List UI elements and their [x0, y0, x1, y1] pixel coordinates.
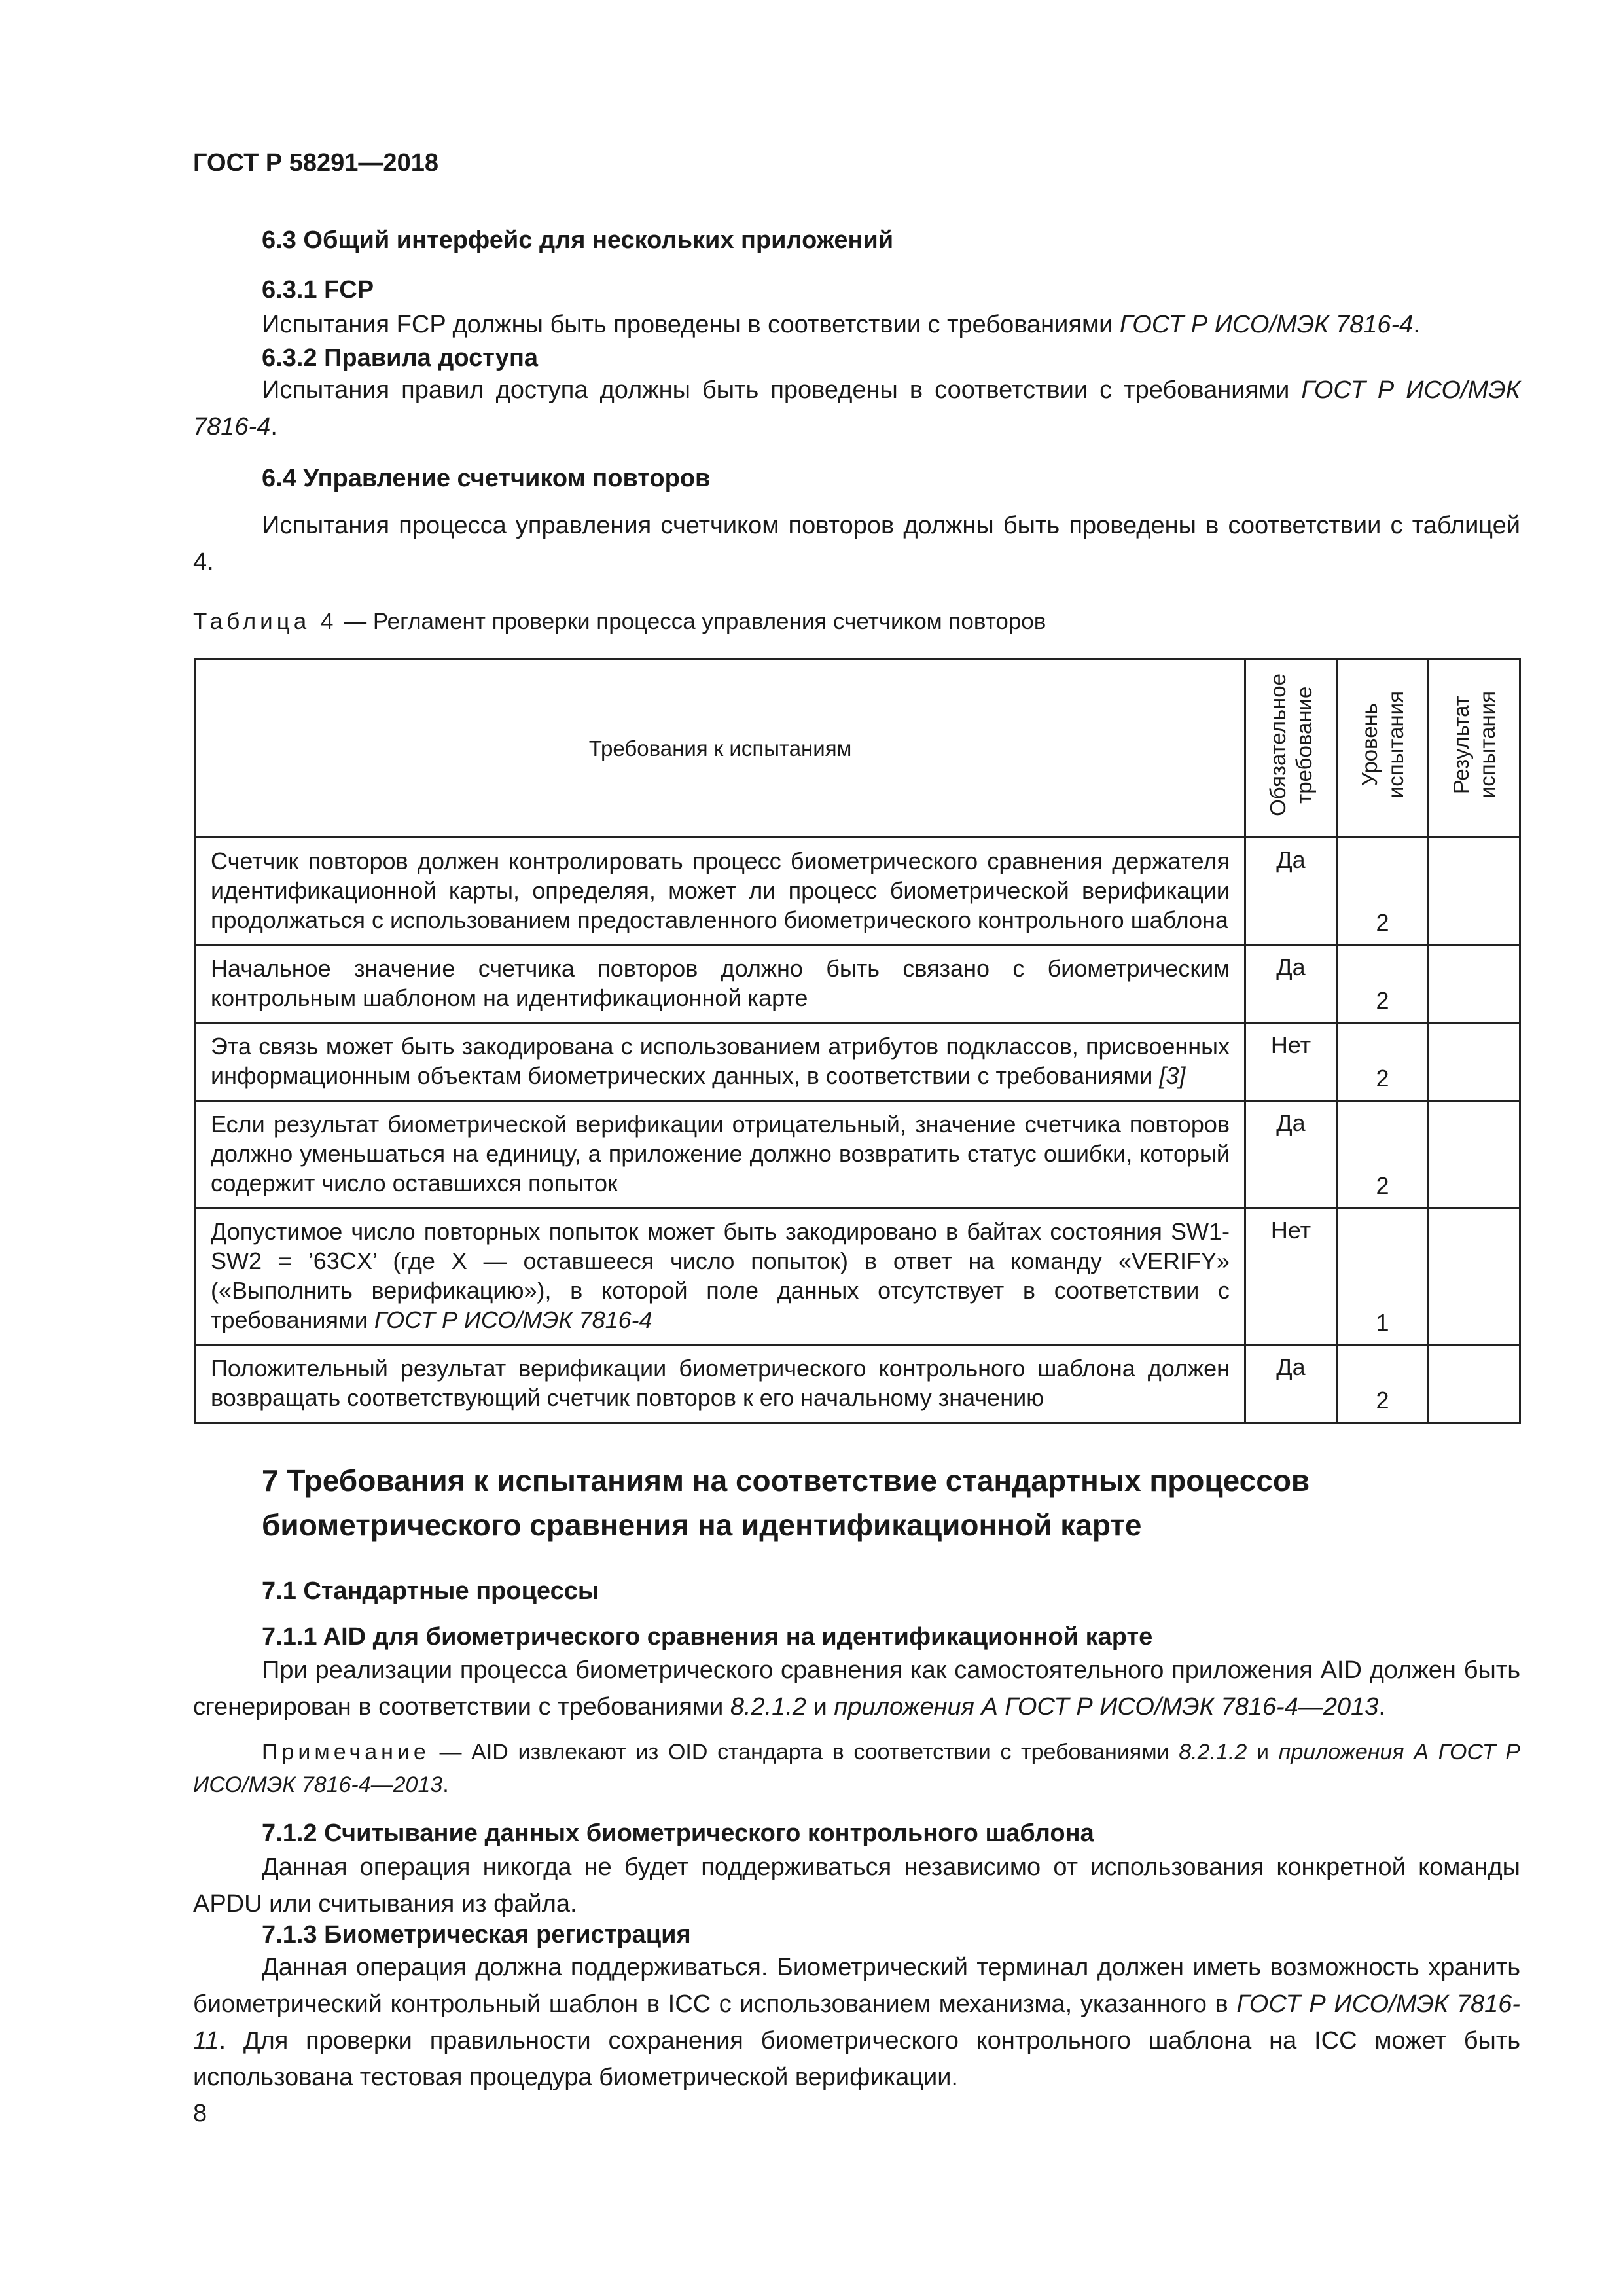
requirement-cell: Счетчик повторов должен контролировать процесс биометрического сравнения держателя идентификационной карты, определяя, может ли процесс биометрической верификации продолжаться с использованием предоставленного биометрического контрольного шаблона — [196, 838, 1245, 945]
level-cell: 2 — [1337, 1023, 1429, 1101]
requirement-cell: Начальное значение счетчика повторов должно быть связано с биометрическим контрольным шаблоном на идентификационной карте — [196, 945, 1245, 1023]
section-7-1-2-title: 7.1.2 Считывание данных биометрического контрольного шаблона — [262, 1820, 1094, 1847]
document-header: ГОСТ Р 58291—2018 — [193, 149, 438, 177]
section-6-3-2-title: 6.3.2 Правила доступа — [262, 344, 539, 372]
table-4-caption: Таблица 4 — Регламент проверки процесса управления счетчиком повторов — [193, 609, 1046, 634]
reference: ГОСТ Р ИСО/МЭК 7816-4 — [193, 376, 1520, 440]
level-cell: 2 — [1337, 1345, 1429, 1423]
section-7-1-3-title: 7.1.3 Биометрическая регистрация — [262, 1921, 691, 1948]
column-header-mandatory: Обязательное требование — [1245, 659, 1337, 838]
mandatory-cell: Да — [1245, 945, 1337, 1023]
reference: приложения А ГОСТ Р ИСО/МЭК 7816-4—2013 — [834, 1693, 1379, 1721]
reference: 8.2.1.2 — [730, 1693, 807, 1721]
mandatory-cell: Нет — [1245, 1208, 1337, 1345]
section-6-3-1-text: Испытания FCP должны быть проведены в соответствии с требованиями ГОСТ Р ИСО/МЭК 7816-4. — [262, 311, 1420, 338]
result-cell — [1429, 1023, 1520, 1101]
level-cell: 2 — [1337, 838, 1429, 945]
section-6-3-2-text: Испытания правил доступа должны быть проведены в соответствии с требованиями ГОСТ Р ИСО/МЭК 7816-4. — [193, 376, 1520, 440]
column-header-result: Результат испытания — [1429, 659, 1520, 838]
reference: [3] — [1159, 1062, 1186, 1089]
table-header-row — [196, 659, 1520, 838]
result-cell — [1429, 838, 1520, 945]
level-cell: 1 — [1337, 1208, 1429, 1345]
level-cell: 2 — [1337, 945, 1429, 1023]
table-row — [196, 1101, 1520, 1208]
section-7-1-title: 7.1 Стандартные процессы — [262, 1577, 599, 1605]
requirement-cell: Положительный результат верификации биометрического контрольного шаблона должен возвращать соответствующий счетчик повторов к его начальному значению — [196, 1345, 1245, 1423]
table-row — [196, 1208, 1520, 1345]
section-6-3-title: 6.3 Общий интерфейс для нескольких приложений — [262, 226, 894, 254]
section-7-1-3-text: Данная операция должна поддерживаться. Биометрический терминал должен иметь возможность хранить биометрический контрольный шаблон в ICC с использованием механизма, указанного в ГОСТ Р ИСО/МЭК 7816-11. Для проверки правильности сохранения биометрического контрольного шаблона на ICC может быть использована тестовая процедура биометрической верификации. — [193, 1954, 1521, 2091]
reference: 8.2.1.2 — [1179, 1740, 1247, 1765]
section-6-3-1-title: 6.3.1 FCP — [262, 276, 374, 304]
section-7-1-1-title: 7.1.1 AID для биометрического сравнения на идентификационной карте — [262, 1623, 1153, 1651]
table-row — [196, 945, 1520, 1023]
section-7-title: 7 Требования к испытаниям на соответствие стандартных процессов биометрического сравнения на идентификационной карте — [262, 1463, 1310, 1542]
reference: ГОСТ Р ИСО/МЭК 7816-4 — [1119, 311, 1414, 338]
table-4 — [194, 658, 1521, 1424]
reference: ГОСТ Р ИСО/МЭК 7816-11 — [193, 1990, 1521, 2054]
table-row — [196, 838, 1520, 945]
result-cell — [1429, 945, 1520, 1023]
column-header-level: Уровень испытания — [1337, 659, 1429, 838]
reference: приложения А ГОСТ Р ИСО/МЭК 7816-4—2013 — [193, 1740, 1521, 1797]
section-7-1-1-text: При реализации процесса биометрического сравнения как самостоятельного приложения AID должен быть сгенерирован в соответствии с требованиями 8.2.1.2 и приложения А ГОСТ Р ИСО/МЭК 7816-4—2013. — [193, 1657, 1520, 1721]
section-7-1-2-text: Данная операция никогда не будет поддерживаться независимо от использования конкретной команды APDU или считывания из файла. — [193, 1854, 1520, 1918]
mandatory-cell: Да — [1245, 1101, 1337, 1208]
table-row — [196, 1023, 1520, 1101]
result-cell — [1429, 1101, 1520, 1208]
requirement-cell: Если результат биометрической верификации отрицательный, значение счетчика повторов должно уменьшаться на единицу, а приложение должно возвратить статус ошибки, который содержит число оставшихся попыток — [196, 1101, 1245, 1208]
note-label: Примечание — [262, 1740, 430, 1765]
mandatory-cell: Да — [1245, 838, 1337, 945]
mandatory-cell: Да — [1245, 1345, 1337, 1423]
note: Примечание — AID извлекают из OID стандарта в соответствии с требованиями 8.2.1.2 и приложения А ГОСТ Р ИСО/МЭК 7816-4—2013. — [193, 1740, 1521, 1797]
column-header-requirements: Требования к испытаниям — [196, 659, 1245, 838]
result-cell — [1429, 1208, 1520, 1345]
table-row — [196, 1345, 1520, 1423]
reference: ГОСТ Р ИСО/МЭК 7816-4 — [374, 1306, 652, 1333]
level-cell: 2 — [1337, 1101, 1429, 1208]
mandatory-cell: Нет — [1245, 1023, 1337, 1101]
page-number: 8 — [193, 2100, 207, 2127]
requirement-cell: Эта связь может быть закодирована с использованием атрибутов подклассов, присвоенных информационным объектам биометрических данных, в соответствии с требованиями [3] — [196, 1023, 1245, 1101]
section-6-4-title: 6.4 Управление счетчиком повторов — [262, 465, 711, 492]
requirement-cell: Допустимое число повторных попыток может быть закодировано в байтах состояния SW1-SW2 = ’63CX’ (где X — оставшееся число попыток) в ответ на команду «VERIFY» («Выполнить верификацию»), в которой поле данных отсутствует в соответствии с требованиями ГОСТ Р ИСО/МЭК 7816-4 — [196, 1208, 1245, 1345]
section-6-4-text: Испытания процесса управления счетчиком повторов должны быть проведены в соответствии с таблицей 4. — [193, 512, 1520, 576]
result-cell — [1429, 1345, 1520, 1423]
